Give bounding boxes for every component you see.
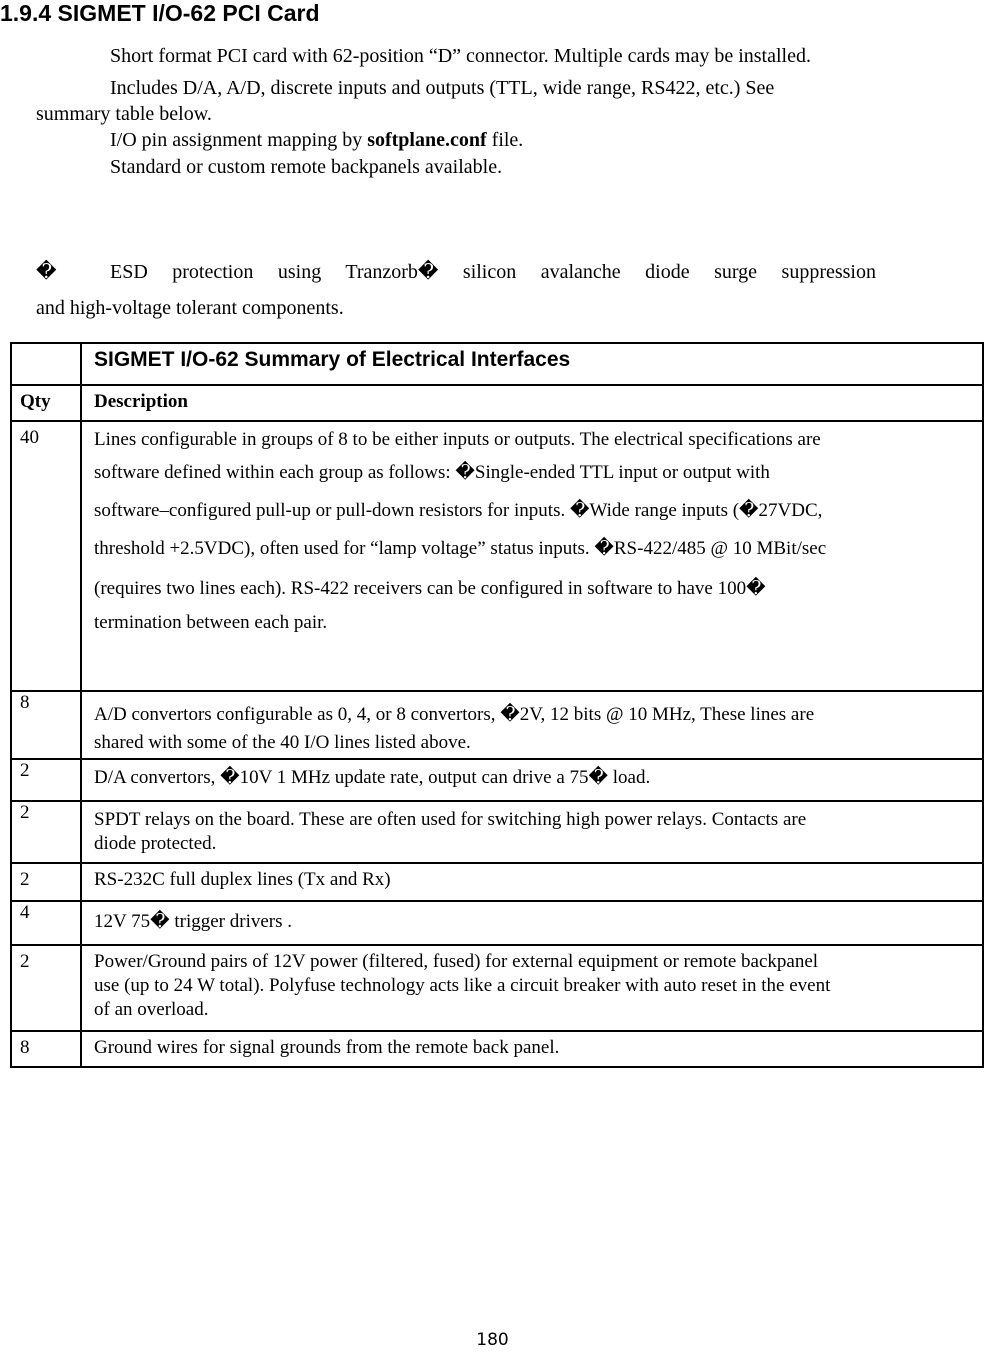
description-line: Lines configurable in groups of 8 to be either inputs or outputs. The electrical specifications are — [94, 429, 821, 450]
intro-line-4-prefix: I/O pin assignment mapping by — [110, 129, 368, 151]
table-header-row — [11, 385, 983, 421]
header-qty: Qty — [11, 385, 81, 421]
description-line: shared with some of the 40 I/O lines listed above. — [94, 732, 471, 753]
row-description — [94, 692, 978, 756]
description-line: (requires two lines each). RS-422 receivers can be configured in software to have 100� — [94, 578, 766, 599]
intro-line-2: Includes D/A, A/D, discrete inputs and outputs (TTL, wide range, RS422, etc.) See — [110, 77, 775, 99]
description-line: software defined within each group as follows: �Single-ended TTL input or output with — [94, 462, 770, 483]
table-row — [11, 901, 983, 945]
table-row — [11, 759, 983, 801]
table-title: SIGMET I/O-62 Summary of Electrical Interfaces — [81, 343, 983, 385]
row-description — [94, 946, 978, 1022]
description-line: use (up to 24 W total). Polyfuse technology acts like a circuit breaker with auto reset in the event — [94, 975, 831, 996]
table-row — [11, 421, 983, 691]
row-description — [94, 422, 978, 636]
row-description — [94, 864, 978, 892]
description-line: Ground wires for signal grounds from the remote back panel. — [94, 1037, 560, 1058]
header-description: Description — [81, 385, 983, 421]
description-line: threshold +2.5VDC), often used for “lamp voltage” status inputs. �RS-422/485 @ 10 MBit/sec — [94, 538, 827, 559]
description-line: A/D convertors configurable as 0, 4, or 8 convertors, �2V, 12 bits @ 10 MHz, These lines are — [94, 704, 815, 725]
bullet-text: ESD protection using Tranzorb� silicon avalanche diode surge suppression — [110, 261, 876, 283]
intro-line-4 — [110, 128, 523, 152]
table-row — [11, 801, 983, 863]
table-row — [11, 863, 983, 901]
row-description — [94, 902, 978, 934]
page-number: 180 — [476, 1330, 509, 1350]
table-title-row — [11, 343, 983, 385]
intro-line-4-suffix: file. — [486, 129, 524, 151]
row-description — [94, 1032, 978, 1060]
intro-line-5: Standard or custom remote backpanels available. — [110, 156, 503, 178]
row-qty: 4 — [20, 902, 30, 923]
row-description — [94, 760, 978, 790]
table-row — [11, 691, 983, 759]
title-empty-cell — [11, 343, 81, 385]
row-qty: 40 — [20, 427, 39, 448]
description-line: SPDT relays on the board. These are often used for switching high power relays. Contacts are — [94, 809, 807, 830]
intro-line-1: Short format PCI card with 62-position “D” connector. Multiple cards may be installed. — [110, 45, 811, 67]
description-line: software–configured pull-up or pull-down resistors for inputs. �Wide range inputs (�27VDC, — [94, 500, 823, 521]
row-qty: 2 — [20, 951, 30, 972]
config-filename: softplane.conf — [367, 129, 487, 151]
row-qty: 8 — [20, 1037, 30, 1058]
bullet-continuation: and high-voltage tolerant components. — [36, 297, 344, 319]
row-description — [94, 802, 978, 856]
row-qty: 8 — [20, 692, 30, 713]
row-qty: 2 — [20, 760, 30, 781]
description-line: termination between each pair. — [94, 612, 328, 633]
bullet-glyph-icon: � — [36, 261, 57, 283]
row-qty: 2 — [20, 869, 30, 890]
table-row — [11, 1031, 983, 1067]
description-line: D/A convertors, �10V 1 MHz update rate, output can drive a 75� load. — [94, 767, 651, 788]
row-qty: 2 — [20, 802, 30, 823]
description-line: Power/Ground pairs of 12V power (filtered, fused) for external equipment or remote backpanel — [94, 951, 819, 972]
electrical-interfaces-table — [10, 342, 984, 1068]
description-line: of an overload. — [94, 999, 209, 1020]
section-heading: 1.9.4 SIGMET I/O-62 PCI Card — [0, 0, 320, 26]
description-line: diode protected. — [94, 833, 217, 854]
description-line: RS-232C full duplex lines (Tx and Rx) — [94, 869, 391, 890]
intro-line-3: summary table below. — [36, 103, 212, 125]
description-line: 12V 75� trigger drivers . — [94, 911, 293, 932]
table-row — [11, 945, 983, 1031]
